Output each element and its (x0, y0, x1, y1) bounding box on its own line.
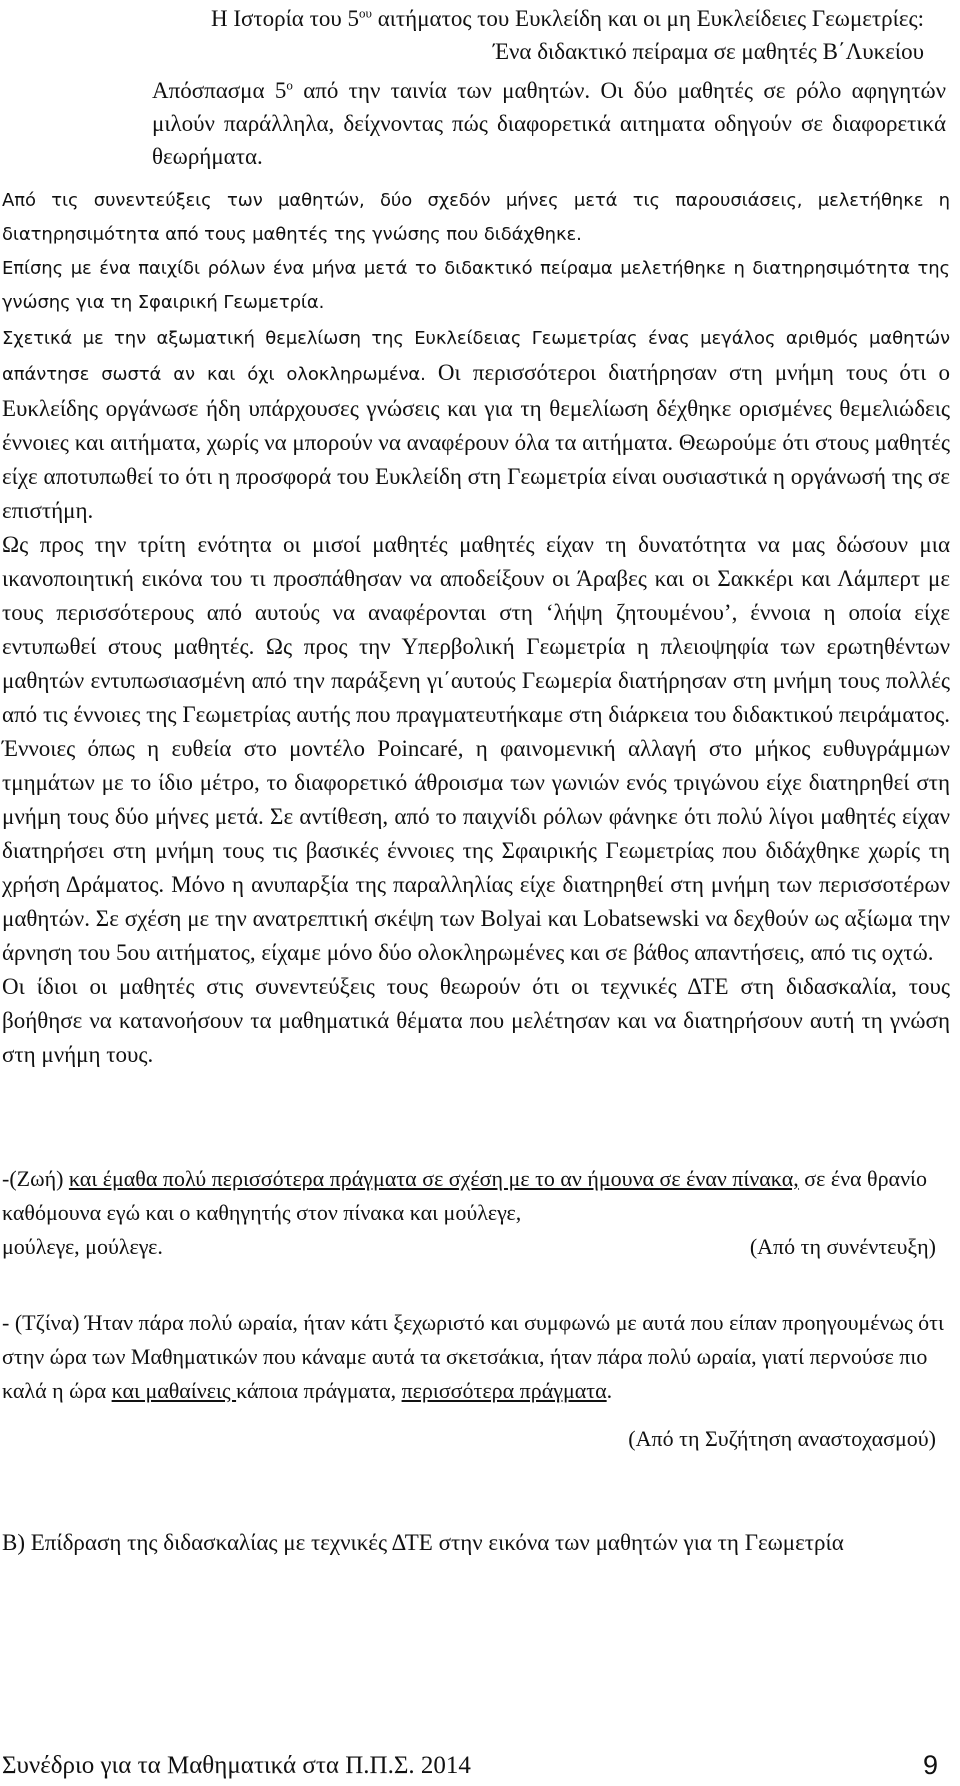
footer-conference: Συνέδριο για τα Μαθηματικά στα Π.Π.Σ. 2014 (2, 1752, 471, 1779)
paragraph-role-game: Επίσης με ένα παιχίδι ρόλων ένα μήνα μετά το διδακτικό πείραμα μελετήθηκε η διατηρησιμότητα της γνώσης για τη Σφαιρική Γεωμετρία. (2, 258, 950, 313)
body-text (2, 184, 950, 1072)
running-header (40, 2, 924, 68)
quote-tzina-text: - (Τζίνα) Ήταν πάρα πολύ ωραία, ήταν κάτι ξεχωριστό και συμφωνώ με αυτά που είπαν προηγουμένως ότι στην ώρα των Μαθηματικών που κάναμε αυτά τα σκετσάκια, ήταν πάρα πολύ ωραία, γιατί περνούσε πιο καλά η ώρα και μαθαίνεις κάποια πράγματα, περισσότερα πράγματα. (2, 1310, 944, 1403)
quote-zoi-source: (Από τη συνέντευξη) (749, 1234, 936, 1259)
paragraph-interviews: Από τις συνεντεύξεις των μαθητών, δύο σχεδόν μήνες μετά τις παρουσιάσεις, μελετήθηκε η διατηρησιμότητα από τους μαθητές της γνώσης που διδάχθηκε. (2, 190, 950, 245)
paragraph-axiomatic: Σχετικά με την αξωματική θεμελίωση της Ευκλείδειας Γεωμετρίας ένας μεγάλος αριθμός μαθητών απάντησε σωστά αν και όχι ολοκληρωμένα. Οι περισσότεροι διατήρησαν στη μνήμη τους ότι ο Ευκλείδης οργάνωσε ήδη υπάρχουσες γνώσεις και για τη θεμελίωση δέχθηκε ορισμένες θεμελιώδεις έννοιες και αιτήματα, χωρίς να μπορούν να αναφέρουν όλα τα αιτήματα. Θεωρούμε ότι στους μαθητές είχε αποτυπωθεί το ότι η προσφορά του Ευκλείδη στη Γεωμετρία είναι ουσιαστικά η οργάνωσή της σε επιστήμη. (2, 328, 950, 523)
header-line-1: Η Ιστορία του $5^{o\upsilon}$ αιτήματος του Ευκλείδη και οι μη Ευκλείδειες Γεωμετρίες: (210, 5, 924, 31)
quote-zoi-text: -(Ζωή) και έμαθα πολύ περισσότερα πράγματα σε σχέση με το αν ήμουνα σε έναν πίνακα, σε ένα θρανίο καθόμουνα εγώ και ο καθηγητής στον πίνακα και μούλεγε, (2, 1166, 927, 1225)
section-b-heading: Β) Επίδραση της διδασκαλίας με τεχνικές ΔΤΕ στην εικόνα των μαθητών για τη Γεωμετρία (2, 1530, 844, 1555)
quote-tzina-source: (Από τη Συζήτηση αναστοχασμού) (628, 1426, 936, 1451)
quote-tzina (2, 1306, 950, 1456)
header-line-2: Ένα διδακτικό πείραμα σε μαθητές Β΄Λυκείου (493, 39, 924, 64)
page-number: 9 (922, 1750, 938, 1780)
quote-zoi (2, 1162, 950, 1264)
film-excerpt-caption: Απόσπασμα $5^o$ από την ταινία των μαθητών. Οι δύο μαθητές σε ρόλο αφηγητών μιλούν παράλληλα, δείχνοντας πώς διαφορετικά αιτηματα οδηγούν σε διαφορετικά θεωρήματα. (152, 77, 946, 169)
quote-zoi-last-line: μούλεγε, μούλεγε. (Από τη συνέντευξη) (2, 1230, 950, 1264)
paragraph-third-unit: Ως προς την τρίτη ενότητα οι μισοί μαθητές μαθητές είχαν τη δυνατότητα να μας δώσουν μια ικανοποιητική εικόνα του τι προσπάθησαν να αποδείξουν οι Άραβες και οι Σακκέρι και Λάμπερτ με τους περισσότερους από αυτούς να αναφέρονται στη ‘λήψη ζητουμένου’, έννοια η οποία είχε εντυπωθεί στους μαθητές. Ως προς την Υπερβολική Γεωμετρία η πλειοψηφία των ερωτηθέντων μαθητών εντυπωσιασμένη από την παράξενη γι΄αυτούς Γεωμερία διατήρησαν στη μνήμη τους πολλές από τις έννοιες της Γεωμετρίας αυτής που πραγματευτήκαμε στη διάρκεια του διδακτικού πειράματος. Έννοιες όπως η ευθεία στο μοντέλο Poincaré, η φαινομενική αλλαγή στο μήκος ευθυγράμμων τμημάτων με το ίδιο μέτρο, το διαφορετικό άθροισμα των γωνιών ενός τριγώνου είχε διατηρηθεί στη μνήμη τους δύο μήνες μετά. Σε αντίθεση, από το παιχνίδι ρόλων φάνηκε ότι πολύ λίγοι μαθητές είχαν διατηρήσει στη μνήμη τους τις βασικές έννοιες της Σφαιρικής Γεωμετρίας που διδάχθηκε χωρίς τη χρήση Δράματος. Μόνο η ανυπαρξία της παραλληλίας είχε διατηρηθεί στη μνήμη των περισσοτέρων μαθητών. Σε σχέση με την ανατρεπτική σκέψη των Bolyai και Lobatsewski να δεχθούν ως αξίωμα την άρνηση του 5ου αιτήματος, είχαμε μόνο δύο ολοκληρωμένες και σε βάθος απαντήσεις, από τις οχτώ. (2, 532, 950, 965)
paragraph-students-views: Οι ίδιοι οι μαθητές στις συνεντεύξεις τους θεωρούν ότι οι τεχνικές ΔΤΕ στη διδασκαλία, τους βοήθησε να κατανοήσουν τα μαθηματικά θέματα που μελέτησαν και να διατηρήσουν αυτή τη γνώση στη μνήμη τους. (2, 974, 950, 1067)
